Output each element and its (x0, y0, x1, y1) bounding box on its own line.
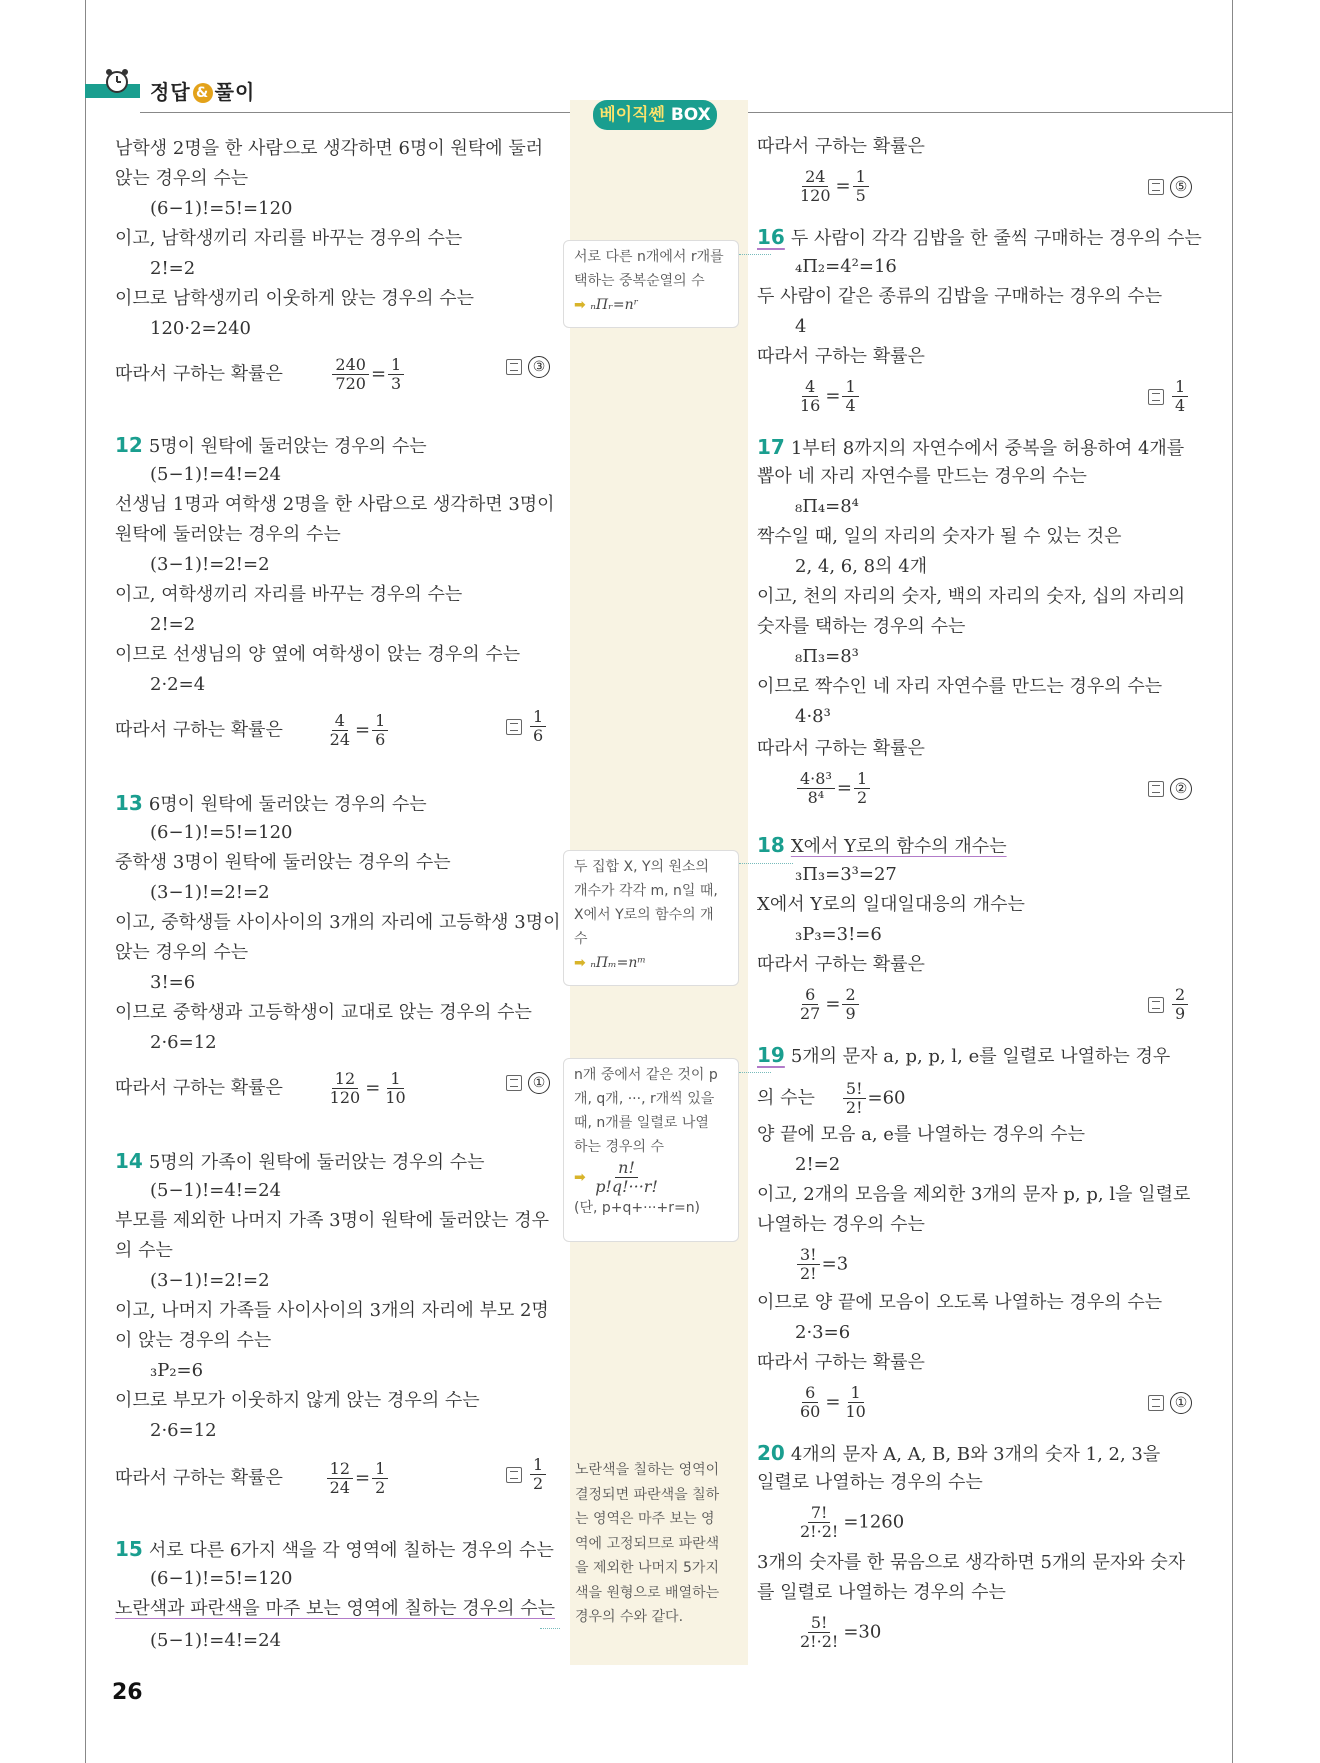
formula-line: (5−1)!=4!=24 (150, 464, 282, 485)
text-line: X에서 Y로의 일대일대응의 개수는 (757, 894, 1025, 915)
answer-mark: $\frac{1}{4}$ (1148, 378, 1190, 415)
answer-icon (506, 1467, 522, 1483)
problem-14-head: 14 5명의 가족이 원탁에 둘러앉는 경우의 수는 (115, 1149, 485, 1173)
text-line: 이므로 남학생끼리 이웃하게 앉는 경우의 수는 (115, 288, 474, 309)
probability-line: 따라서 구하는 확률은 $\frac{12}{120}$ = $\frac{1}{10}$ (115, 1069, 406, 1107)
text-line: 나열하는 경우의 수는 (757, 1214, 925, 1235)
answer-icon (1148, 997, 1164, 1013)
page-header-title: 정답 & 풀이 (150, 80, 256, 104)
text-line: 이고, 남학생끼리 자리를 바꾸는 경우의 수는 (115, 228, 463, 249)
page-number: 26 (112, 1680, 143, 1705)
text-line: 부모를 제외한 나머지 가족 3명이 원탁에 둘러앉는 경우 (115, 1210, 550, 1231)
note-same-items-permutation: n개 중에서 같은 것이 p 개, q개, ···, r개씩 있을 때, n개를 일렬로 나열 하는 경우의 수 ➡ $\frac{n!}{p!q!\cdot\cdot\cdot r!}$ (단, p+q+···+r=n) (563, 1058, 739, 1242)
leader-line (739, 254, 771, 255)
note-color-arrangement: 노란색을 칠하는 영역이 결정되면 파란색을 칠하 는 영역은 마주 보는 영 역에 고정되므로 파란색 을 제외한 나머지 5가지 색을 원형으로 배열하는 경우의 수와 같다. (575, 1462, 720, 1625)
formula-line: (6−1)!=5!=120 (150, 1568, 293, 1589)
formula-line: 2!=2 (150, 614, 196, 635)
formula-line: (3−1)!=2!=2 (150, 882, 270, 903)
answer-icon (1148, 1395, 1164, 1411)
text-line: 3개의 숫자를 한 묶음으로 생각하면 5개의 문자와 숫자 (757, 1552, 1186, 1573)
text-line: 따라서 구하는 확률은 (757, 136, 925, 157)
text-line: 따라서 구하는 확률은 (757, 954, 925, 975)
formula-line: ₄Π₂=4²=16 (795, 256, 897, 277)
answer-icon (1148, 781, 1164, 797)
problem-17-head: 17 1부터 8까지의 자연수에서 중복을 허용하여 4개를 (757, 435, 1185, 459)
text-line: 숫자를 택하는 경우의 수는 (757, 616, 966, 637)
text-line: 남학생 2명을 한 사람으로 생각하면 6명이 원탁에 둘러 (115, 138, 544, 159)
underlined-text-line: 노란색과 파란색을 마주 보는 영역에 칠하는 경우의 수는 (115, 1598, 555, 1619)
text-line: 이므로 중학생과 고등학생이 교대로 앉는 경우의 수는 (115, 1002, 532, 1023)
probability-line: 따라서 구하는 확률은 $\frac{4}{24}$ = $\frac{1}{6}$ (115, 712, 390, 749)
text-line: 앉는 경우의 수는 (115, 168, 249, 189)
fraction: $\frac{240}{720}$ (332, 356, 369, 393)
answer-mark: $\frac{1}{6}$ (506, 708, 548, 745)
formula-line: ₈Π₄=8⁴ (795, 496, 859, 517)
problem-20-head: 20 4개의 문자 A, A, B, B와 3개의 숫자 1, 2, 3을 (757, 1441, 1161, 1465)
formula-line: 120·2=240 (150, 318, 251, 339)
text-line: 따라서 구하는 확률은 (757, 346, 925, 367)
answer-mark: $\frac{2}{9}$ (1148, 986, 1190, 1023)
text-line: 이므로 부모가 이웃하지 않게 앉는 경우의 수는 (115, 1390, 480, 1411)
fraction-line: $\frac{7!}{2!\cdot 2!}$ =1260 (800, 1503, 905, 1541)
problem-13-head: 13 6명이 원탁에 둘러앉는 경우의 수는 (115, 791, 427, 815)
text-line: 이고, 천의 자리의 숫자, 백의 자리의 숫자, 십의 자리의 (757, 586, 1186, 607)
text-line: 원탁에 둘러앉는 경우의 수는 (115, 524, 341, 545)
page-border-right (1232, 0, 1233, 1763)
text-line: 중학생 3명이 원탁에 둘러앉는 경우의 수는 (115, 852, 451, 873)
text-line: 선생님 1명과 여학생 2명을 한 사람으로 생각하면 3명이 (115, 494, 555, 515)
note-function-count: 두 집합 X, Y의 원소의 개수가 각각 m, n일 때, X에서 Y로의 함수의 개 수 ➡ ₙΠₘ=nᵐ (563, 850, 739, 986)
text-line: 의 수는 (115, 1240, 173, 1261)
fraction-line: $\frac{6}{27}$ = $\frac{2}{9}$ (795, 986, 861, 1023)
text-line: 뽑아 네 자리 자연수를 만드는 경우의 수는 (757, 466, 1087, 487)
problem-15-head: 15 서로 다른 6가지 색을 각 영역에 칠하는 경우의 수는 (115, 1537, 554, 1561)
formula-line: ₈Π₃=8³ (795, 646, 859, 667)
text-line: 짝수일 때, 일의 자리의 숫자가 될 수 있는 것은 (757, 526, 1122, 547)
text-line: 일렬로 나열하는 경우의 수는 (757, 1472, 983, 1493)
formula-line: (6−1)!=5!=120 (150, 822, 293, 843)
formula-line: (3−1)!=2!=2 (150, 554, 270, 575)
answer-mark: ② (1148, 778, 1192, 800)
text-line: 양 끝에 모음 a, e를 나열하는 경우의 수는 (757, 1124, 1085, 1145)
formula-line: 2, 4, 6, 8의 4개 (795, 556, 928, 577)
formula-line: 2·2=4 (150, 674, 206, 695)
probability-line: 따라서 구하는 확률은 $\frac{240}{720}$ = $\frac{1}{3}$ (115, 356, 406, 393)
text-line: 이므로 짝수인 네 자리 자연수를 만드는 경우의 수는 (757, 676, 1163, 697)
formula-line: (3−1)!=2!=2 (150, 1270, 270, 1291)
formula-line: 2·3=6 (795, 1322, 851, 1343)
text-line: 이고, 여학생끼리 자리를 바꾸는 경우의 수는 (115, 584, 463, 605)
basic-box-label: 베이직쎈 BOX (593, 100, 717, 130)
text-line: 앉는 경우의 수는 (115, 942, 249, 963)
fraction: $\frac{1}{3}$ (388, 356, 404, 393)
fraction-line: $\frac{3!}{2!}$ =3 (795, 1246, 848, 1283)
formula-line: 4 (795, 316, 807, 337)
text-line: 이므로 양 끝에 모음이 오도록 나열하는 경우의 수는 (757, 1292, 1163, 1313)
fraction-line: $\frac{4}{16}$ = $\frac{1}{4}$ (795, 378, 861, 415)
text-line: 따라서 구하는 확률은 (757, 1352, 925, 1373)
formula-line: 3!=6 (150, 972, 196, 993)
answer-mark: ⑤ (1148, 176, 1192, 198)
formula-line: ₃P₂=6 (150, 1360, 204, 1381)
formula-line: 2!=2 (795, 1154, 841, 1175)
answer-mark: ③ (506, 356, 550, 378)
problem-16-head: 16 두 사람이 각각 김밥을 한 줄씩 구매하는 경우의 수는 (757, 225, 1202, 249)
answer-mark: $\frac{1}{2}$ (506, 1456, 548, 1493)
alarm-clock-icon (104, 68, 130, 94)
answer-icon (506, 359, 522, 375)
problem-19-head: 19 5개의 문자 a, p, p, l, e를 일렬로 나열하는 경우 (757, 1043, 1171, 1067)
page-border-left (85, 0, 86, 1763)
formula-line: ₃P₃=3!=6 (795, 924, 882, 945)
text-line: 이 앉는 경우의 수는 (115, 1330, 272, 1351)
text-line: 이고, 중학생들 사이사이의 3개의 자리에 고등학생 3명이 (115, 912, 561, 933)
text-line: 두 사람이 같은 종류의 김밥을 구매하는 경우의 수는 (757, 286, 1163, 307)
formula-line: 4·8³ (795, 706, 831, 727)
text-line: 를 일렬로 나열하는 경우의 수는 (757, 1582, 1006, 1603)
leader-line (739, 1072, 771, 1073)
fraction-line: $\frac{24}{120}$ = $\frac{1}{5}$ (795, 168, 871, 205)
fraction-line: $\frac{\text{4·8³}}{\text{8⁴}}$ = $\frac{1}{2}$ (795, 770, 872, 807)
answer-icon (1148, 179, 1164, 195)
formula-line: (5−1)!=4!=24 (150, 1630, 282, 1651)
text-line: 따라서 구하는 확률은 (757, 738, 925, 759)
text-line: 이고, 나머지 가족들 사이사이의 3개의 자리에 부모 2명 (115, 1300, 549, 1321)
answer-mark: ① (506, 1072, 550, 1094)
fraction-line: $\frac{5!}{2!\cdot 2!}$ =30 (800, 1613, 882, 1651)
problem-12-head: 12 5명이 원탁에 둘러앉는 경우의 수는 (115, 433, 427, 457)
answer-mark: ① (1148, 1392, 1192, 1414)
leader-line (540, 1628, 560, 1629)
note-repeated-permutation: 서로 다른 n개에서 r개를 택하는 중복순열의 수 ➡ ₙΠᵣ=nʳ (563, 240, 739, 328)
formula-line: 2·6=12 (150, 1420, 217, 1441)
formula-line: 2·6=12 (150, 1032, 217, 1053)
fraction-line: 의 수는 $\frac{5!}{2!}$ =60 (757, 1079, 906, 1117)
problem-18-head: 18 X에서 Y로의 함수의 개수는 (757, 833, 1007, 857)
probability-line: 따라서 구하는 확률은 $\frac{12}{24}$ = $\frac{1}{2}$ (115, 1460, 390, 1497)
leader-line (739, 863, 793, 864)
formula-line: (5−1)!=4!=24 (150, 1180, 282, 1201)
text-line: 이므로 선생님의 양 옆에 여학생이 앉는 경우의 수는 (115, 644, 521, 665)
text-line: 이고, 2개의 모음을 제외한 3개의 문자 p, p, l을 일렬로 (757, 1184, 1191, 1205)
fraction-line: $\frac{6}{60}$ = $\frac{1}{10}$ (800, 1383, 866, 1421)
answer-icon (506, 719, 522, 735)
answer-icon (1148, 389, 1164, 405)
formula-line: ₃Π₃=3³=27 (795, 864, 897, 885)
formula-line: 2!=2 (150, 258, 196, 279)
answer-icon (506, 1075, 522, 1091)
formula-line: (6−1)!=5!=120 (150, 198, 293, 219)
